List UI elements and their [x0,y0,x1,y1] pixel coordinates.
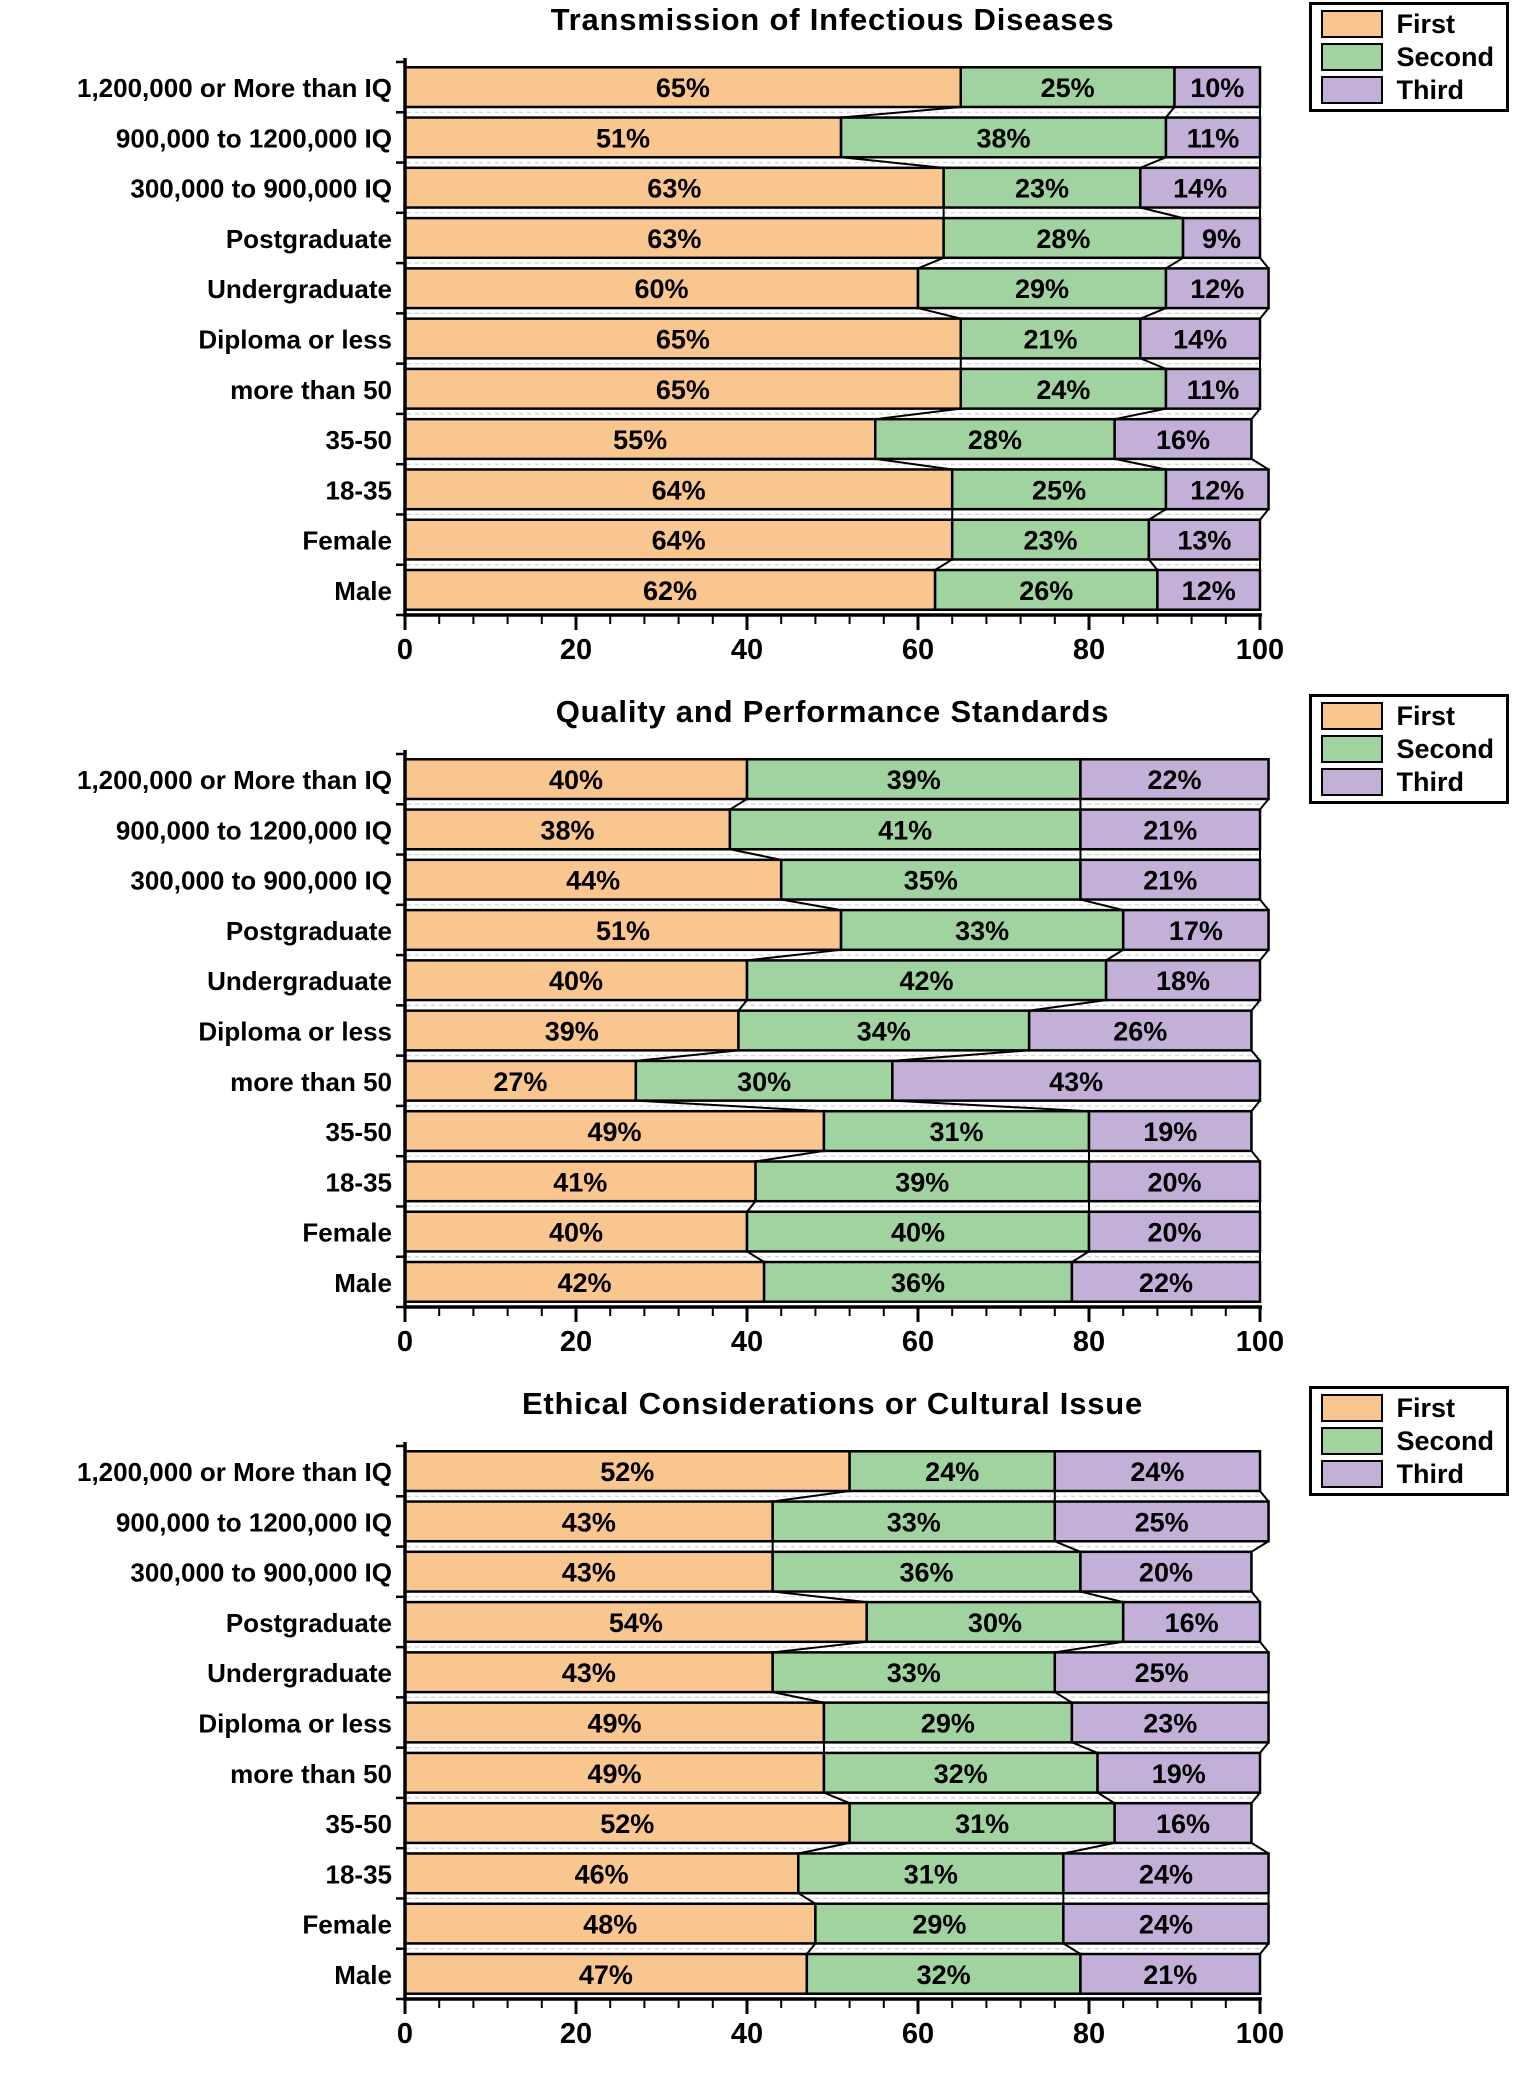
bar-value-label: 40% [548,765,604,796]
segment-connector-line [1260,308,1269,319]
bar-value-label: 14% [1173,173,1228,204]
bar-value-label: 52% [600,1809,655,1840]
segment-connector-line [1260,509,1269,520]
legend-item-second [1321,1427,1494,1455]
segment-connector-line [875,459,952,470]
chart-transmission-of-infectious-diseases [0,0,1521,692]
segment-connector-line [1260,799,1269,810]
bar-value-label: 46% [574,1859,629,1890]
x-axis-tick-label: 0 [396,2018,414,2050]
bar-value-label: 24% [925,1457,980,1488]
segment-connector-line [1260,1642,1269,1653]
legend [1309,2,1509,112]
category-label: Diploma or less [198,1016,392,1047]
legend-item-third [1321,76,1494,104]
legend [1309,1386,1509,1496]
segment-connector-line [1251,1843,1268,1854]
stacked-bar-plot [0,1384,1521,2076]
bar-value-label: 64% [651,525,706,556]
category-label: 300,000 to 900,000 IQ [130,173,392,204]
category-label: Diploma or less [198,1708,392,1739]
bar-value-label: 25% [1040,73,1095,104]
bar-value-label: 29% [1014,274,1069,305]
bar-value-label: 24% [1036,374,1091,405]
category-label: 18-35 [325,1167,392,1198]
bar-value-label: 39% [886,765,941,796]
chart-title: Ethical Considerations or Cultural Issue [521,1386,1144,1421]
bar-value-label: 12% [1190,475,1245,506]
category-label: more than 50 [230,1066,392,1097]
bar-value-label: 18% [1156,966,1211,997]
chart-title: Quality and Performance Standards [555,694,1110,729]
bar-value-label: 22% [1147,765,1202,796]
segment-connector-line [1260,900,1269,911]
bar-value-label: 22% [1138,1267,1193,1298]
legend-label: Second [1396,41,1494,72]
bar-value-label: 49% [587,1758,642,1789]
bar-value-label: 28% [1036,223,1091,254]
x-axis-tick-label: 20 [559,2018,593,2050]
bar-value-label: 30% [737,1066,792,1097]
bar-value-label: 21% [1143,865,1198,896]
x-axis-tick-label: 100 [1235,1326,1285,1358]
legend-label: First [1396,1392,1455,1423]
chart-quality-and-performance-standards [0,692,1521,1384]
legend-swatch-first-icon [1321,10,1383,38]
bar-value-label: 16% [1164,1607,1219,1638]
category-label: Female [302,1909,392,1940]
category-label: 35-50 [325,1809,392,1840]
bar-value-label: 51% [596,123,651,154]
bar-value-label: 65% [655,73,710,104]
bar-value-label: 20% [1147,1167,1202,1198]
category-label: Postgraduate [225,915,392,946]
legend-swatch-second-icon [1321,43,1383,71]
bar-value-label: 33% [955,915,1010,946]
bar-value-label: 43% [561,1557,616,1588]
bar-value-label: 16% [1156,1809,1211,1840]
bar-value-label: 10% [1190,73,1245,104]
bar-value-label: 63% [647,223,702,254]
bar-value-label: 12% [1181,575,1236,606]
segment-connector-line [1072,1742,1098,1753]
bar-value-label: 38% [976,123,1031,154]
bar-value-label: 23% [1023,525,1078,556]
bar-value-label: 27% [493,1066,548,1097]
legend [1309,694,1509,804]
category-label: 300,000 to 900,000 IQ [130,865,392,896]
segment-connector-line [1149,559,1158,570]
legend-label: Third [1396,74,1464,105]
bar-value-label: 43% [561,1658,616,1689]
bar-value-label: 38% [540,815,595,846]
legend-item-first [1321,1394,1494,1422]
bar-value-label: 23% [1143,1708,1198,1739]
legend-label: Second [1396,733,1494,764]
bar-value-label: 30% [967,1607,1022,1638]
bar-value-label: 42% [557,1267,612,1298]
bar-value-label: 14% [1173,324,1228,355]
category-label: Diploma or less [198,324,392,355]
chart-ethical-considerations-or-cultural-issue [0,1384,1521,2076]
bar-value-label: 21% [1023,324,1078,355]
legend-swatch-third-icon [1321,76,1383,104]
bar-value-label: 11% [1186,374,1240,405]
bar-value-label: 40% [548,966,604,997]
bar-value-label: 20% [1147,1217,1202,1248]
category-label: Undergraduate [207,274,392,305]
chart-title: Transmission of Infectious Diseases [550,2,1115,37]
legend-label: Third [1396,1458,1464,1489]
legend-label: First [1396,8,1455,39]
x-axis-tick-label: 100 [1235,634,1285,666]
legend-item-first [1321,702,1494,730]
bar-value-label: 12% [1190,274,1245,305]
x-axis-tick-label: 0 [396,1326,414,1358]
bar-value-label: 65% [655,374,710,405]
bar-value-label: 33% [886,1658,941,1689]
segment-connector-line [756,1151,824,1162]
bar-value-label: 64% [651,475,706,506]
category-label: Male [334,575,392,606]
x-axis-tick-label: 80 [1072,2018,1106,2050]
segment-connector-line [1251,1541,1268,1552]
bar-value-label: 32% [916,1959,971,1990]
x-axis-tick-label: 100 [1235,2018,1285,2050]
x-axis-tick-label: 40 [730,1326,764,1358]
bar-value-label: 25% [1134,1658,1189,1689]
category-label: Postgraduate [225,1607,392,1638]
bar-value-label: 42% [899,966,954,997]
bar-value-label: 31% [955,1809,1010,1840]
legend-item-second [1321,735,1494,763]
bar-value-label: 36% [890,1267,946,1298]
category-label: more than 50 [230,1758,392,1789]
segment-connector-line [824,1793,850,1804]
bar-value-label: 43% [1049,1066,1104,1097]
bar-value-label: 23% [1014,173,1069,204]
legend-swatch-second-icon [1321,735,1383,763]
legend-swatch-first-icon [1321,702,1383,730]
category-label: Postgraduate [225,223,392,254]
bar-value-label: 41% [878,815,933,846]
bar-value-label: 26% [1113,1016,1168,1047]
category-label: Undergraduate [207,966,392,997]
segment-connector-line [636,1050,739,1061]
x-axis-tick-label: 60 [901,1326,935,1358]
category-label: Male [334,1959,392,1990]
bar-value-label: 40% [890,1217,946,1248]
legend-label: First [1396,700,1455,731]
bar-value-label: 49% [587,1117,642,1148]
x-axis-tick-label: 20 [559,1326,593,1358]
legend-item-second [1321,43,1494,71]
bar-value-label: 39% [544,1016,599,1047]
category-label: 900,000 to 1200,000 IQ [115,123,392,154]
bar-value-label: 11% [1186,123,1240,154]
segment-connector-line [1251,459,1268,470]
bar-value-label: 19% [1151,1758,1206,1789]
segment-connector-line [841,107,961,118]
bar-value-label: 65% [655,324,710,355]
bar-value-label: 55% [613,425,668,456]
category-label: 18-35 [325,1859,392,1890]
bar-value-label: 28% [967,425,1022,456]
legend-item-third [1321,1460,1494,1488]
bar-value-label: 13% [1177,525,1232,556]
category-label: 900,000 to 1200,000 IQ [115,1507,392,1538]
segment-connector-line [1260,258,1269,269]
category-label: 1,200,000 or More than IQ [76,765,392,796]
bar-value-label: 21% [1143,815,1198,846]
legend-item-first [1321,10,1494,38]
x-axis-tick-label: 80 [1072,634,1106,666]
stacked-bar-plot [0,0,1521,692]
bar-value-label: 40% [548,1217,604,1248]
bar-value-label: 20% [1138,1557,1193,1588]
segment-connector-line [1260,950,1269,961]
bar-value-label: 62% [643,575,698,606]
bar-value-label: 35% [903,865,958,896]
bar-value-label: 47% [578,1959,633,1990]
bar-value-label: 60% [634,274,689,305]
category-label: 18-35 [325,475,392,506]
bar-value-label: 24% [1130,1457,1185,1488]
x-axis-tick-label: 40 [730,2018,764,2050]
category-label: Female [302,525,392,556]
segment-connector-line [1080,900,1123,911]
bar-value-label: 63% [647,173,702,204]
bar-value-label: 49% [587,1708,642,1739]
category-label: 35-50 [325,425,392,456]
bar-value-label: 29% [912,1909,967,1940]
x-axis-tick-label: 0 [396,634,414,666]
bar-value-label: 48% [583,1909,638,1940]
bar-value-label: 36% [899,1557,954,1588]
bar-value-label: 21% [1143,1959,1198,1990]
bar-value-label: 26% [1019,575,1074,606]
bar-value-label: 31% [929,1117,984,1148]
bar-value-label: 25% [1134,1507,1189,1538]
x-axis-tick-label: 80 [1072,1326,1106,1358]
bar-value-label: 41% [553,1167,608,1198]
segment-connector-line [1260,1742,1269,1753]
bar-value-label: 24% [1138,1909,1193,1940]
legend-label: Third [1396,766,1464,797]
bar-value-label: 31% [903,1859,958,1890]
category-label: 1,200,000 or More than IQ [76,1457,392,1488]
bar-value-label: 17% [1168,915,1223,946]
segment-connector-line [1260,1943,1269,1954]
bar-value-label: 43% [561,1507,616,1538]
x-axis-tick-label: 40 [730,634,764,666]
legend-item-third [1321,768,1494,796]
bar-value-label: 54% [608,1607,663,1638]
legend-label: Second [1396,1425,1494,1456]
bar-value-label: 29% [920,1708,975,1739]
bar-value-label: 32% [933,1758,988,1789]
bar-value-label: 16% [1156,425,1211,456]
bar-value-label: 25% [1032,475,1087,506]
category-label: Undergraduate [207,1658,392,1689]
bar-value-label: 34% [856,1016,911,1047]
legend-swatch-second-icon [1321,1427,1383,1455]
bar-value-label: 52% [600,1457,655,1488]
x-axis-tick-label: 20 [559,634,593,666]
bar-value-label: 39% [895,1167,950,1198]
legend-swatch-third-icon [1321,1460,1383,1488]
bar-value-label: 9% [1202,223,1242,254]
bar-value-label: 33% [886,1507,941,1538]
category-label: Male [334,1267,392,1298]
bar-value-label: 51% [596,915,651,946]
bar-value-label: 44% [566,865,621,896]
category-label: 1,200,000 or More than IQ [76,73,392,104]
category-label: 35-50 [325,1117,392,1148]
legend-swatch-third-icon [1321,768,1383,796]
bar-value-label: 24% [1138,1859,1193,1890]
x-axis-tick-label: 60 [901,2018,935,2050]
category-label: Female [302,1217,392,1248]
category-label: 300,000 to 900,000 IQ [130,1557,392,1588]
x-axis-tick-label: 60 [901,634,935,666]
category-label: more than 50 [230,374,392,405]
legend-swatch-first-icon [1321,1394,1383,1422]
category-label: 900,000 to 1200,000 IQ [115,815,392,846]
bar-value-label: 19% [1143,1117,1198,1148]
segment-connector-line [1260,1491,1269,1502]
stacked-bar-plot [0,692,1521,1384]
segment-connector-line [1080,1592,1123,1603]
